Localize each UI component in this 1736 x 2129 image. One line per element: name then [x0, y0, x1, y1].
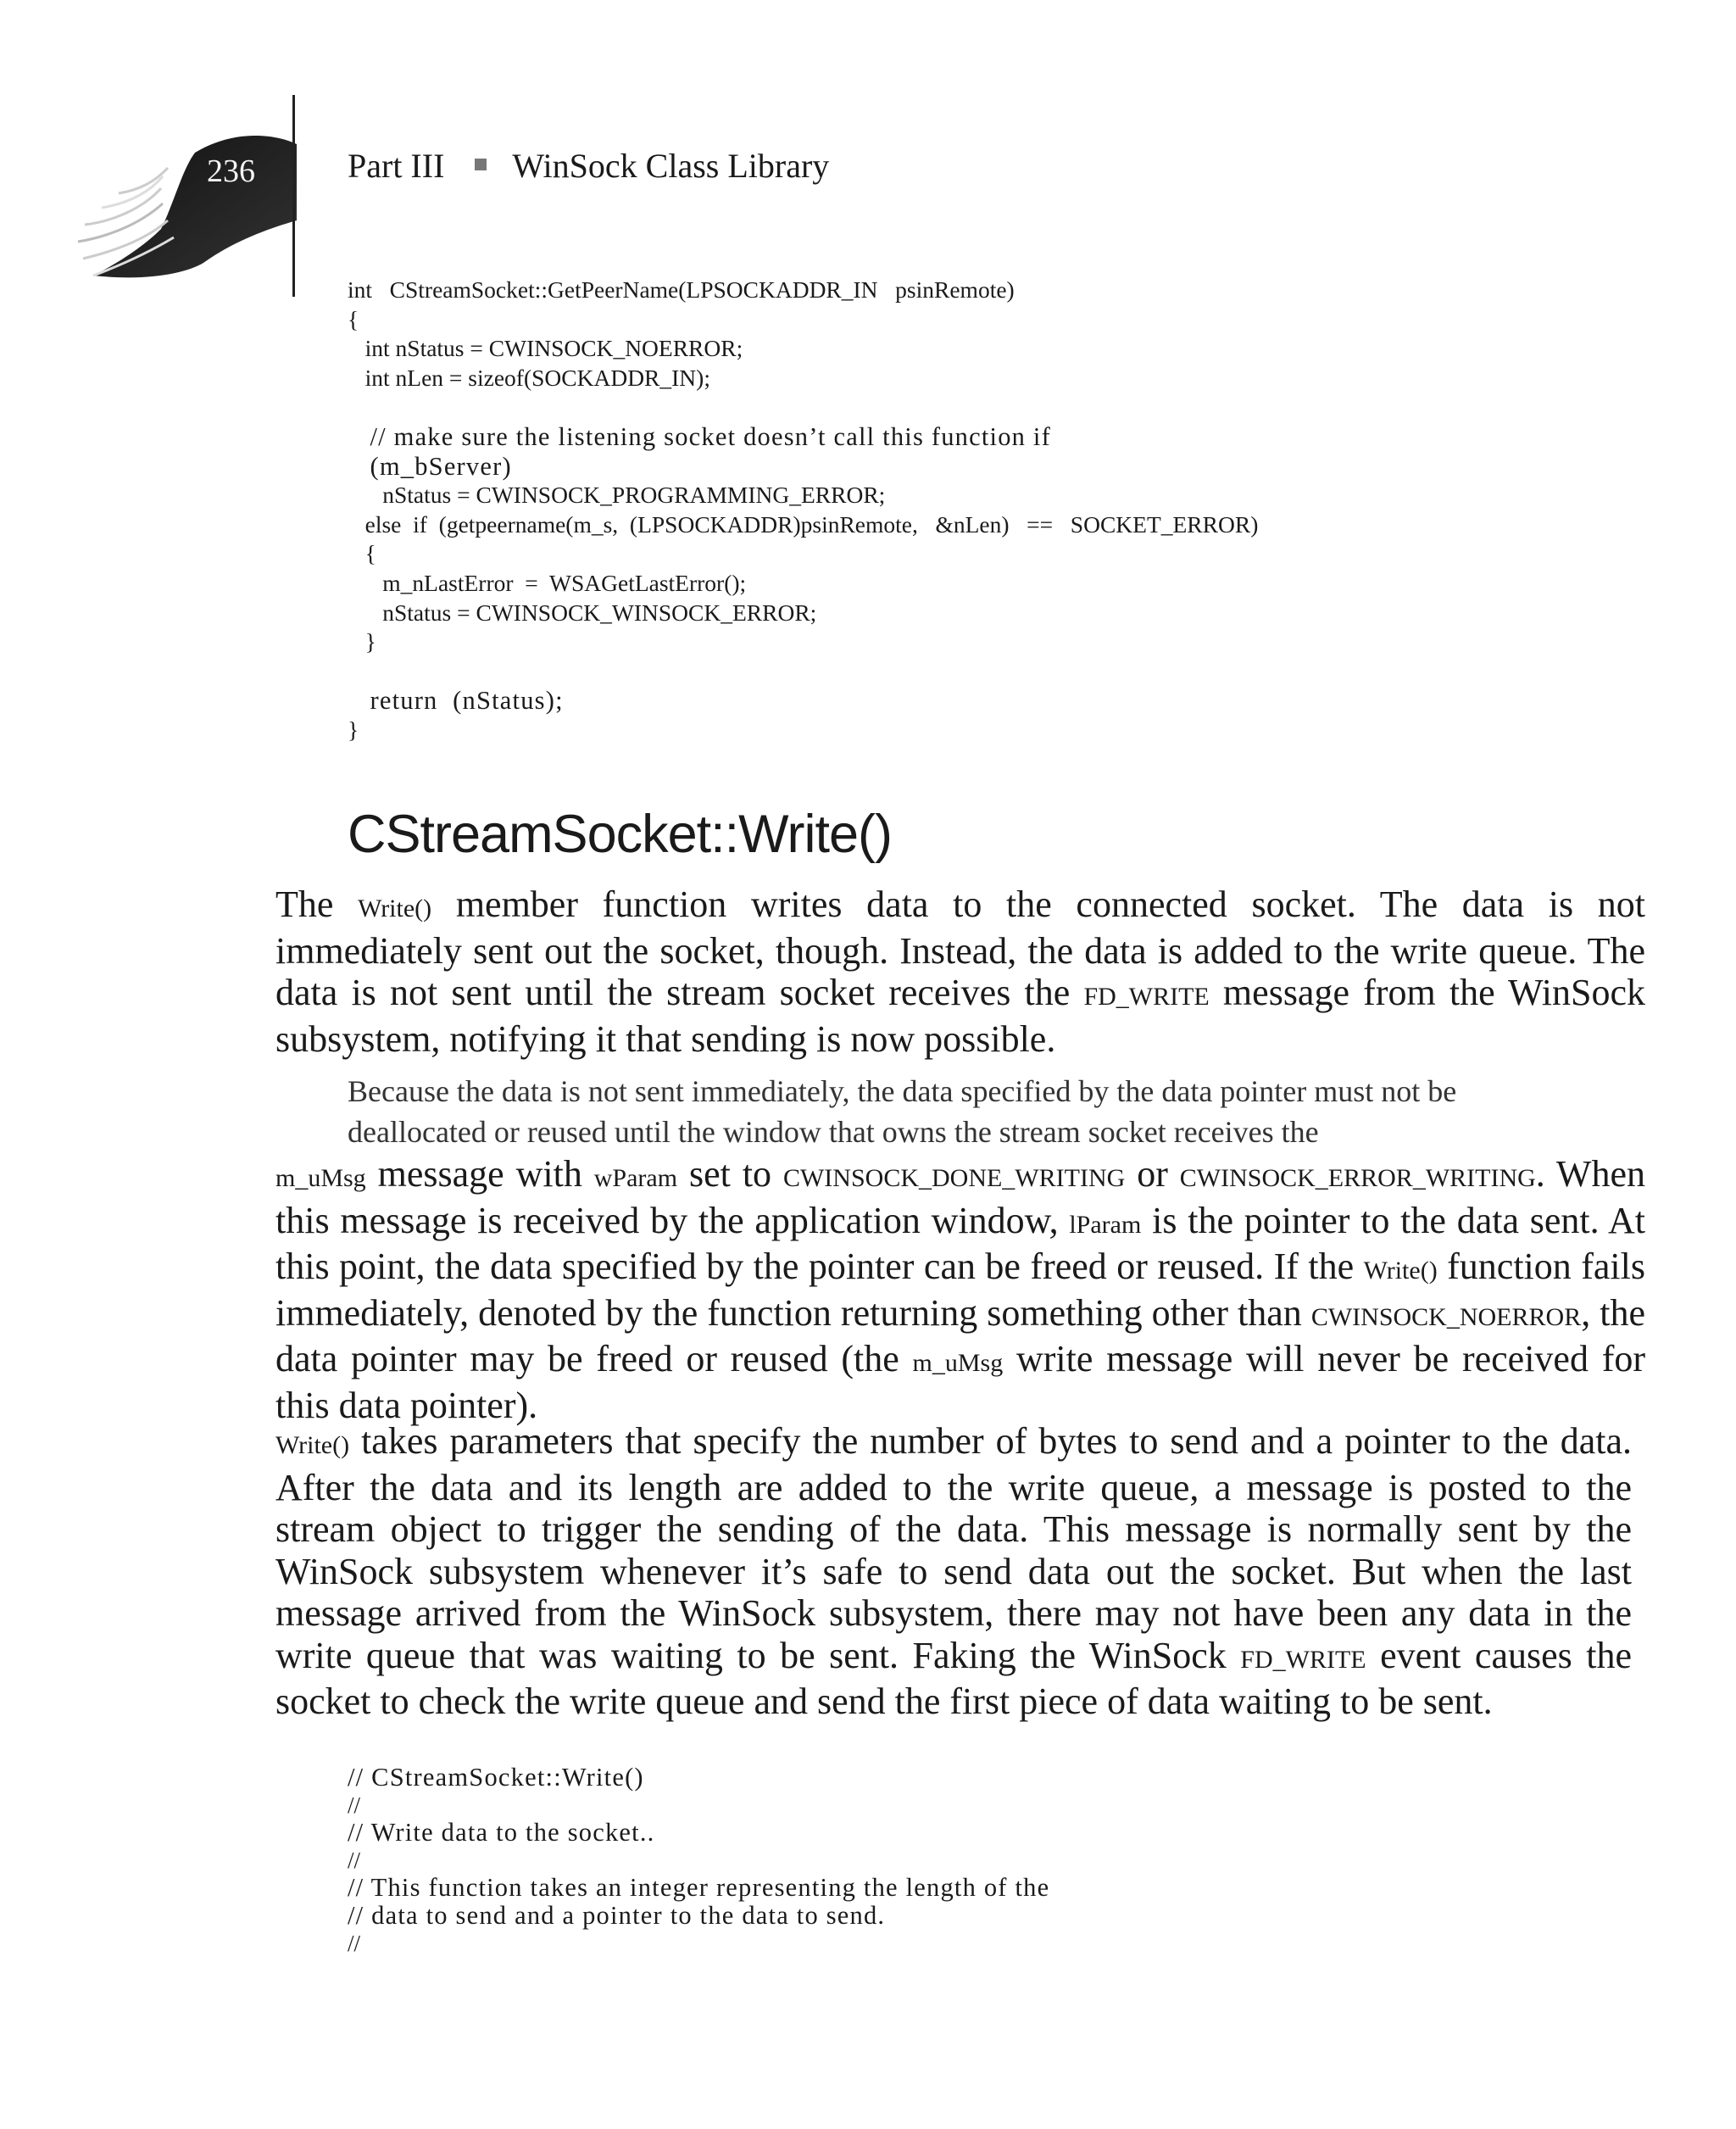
text: The: [275, 883, 359, 925]
code-term: FD_WRITE: [1240, 1645, 1366, 1674]
code-line: (m_bServer): [348, 451, 512, 481]
code-term: lParam: [1069, 1210, 1142, 1239]
code-term: Write(): [275, 1431, 350, 1459]
text: is the pointer to the data sent. At this point, the data specified by the pointer can be freed or reused. If the: [275, 1199, 1645, 1287]
code-term: FD_WRITE: [1083, 983, 1210, 1011]
code-line: // data to send and a pointer to the data to send.: [348, 1900, 886, 1930]
paragraph-note: Because the data is not sent immediately, the data specified by the data pointer must not be deallocated or reused until the window that owns the stream socket receives the: [348, 1074, 1457, 1149]
part-label: Part III: [348, 147, 445, 185]
code-line: }: [348, 628, 376, 655]
text: set to: [677, 1153, 783, 1195]
square-bullet-icon: [475, 159, 487, 170]
code-line: {: [348, 540, 376, 567]
code-line: // Write data to the socket..: [348, 1818, 655, 1848]
code-term: m_uMsg: [912, 1349, 1004, 1377]
paragraph-write-parameters: [275, 1420, 1632, 1723]
code-line: return (nStatus);: [348, 686, 564, 716]
section-heading: CStreamSocket::Write(): [348, 805, 892, 864]
code-line: // CStreamSocket::Write(): [348, 1763, 644, 1792]
header-divider: [292, 95, 295, 297]
code-term: Write(): [358, 895, 432, 922]
code-term: CWINSOCK_ERROR_WRITING: [1179, 1164, 1536, 1192]
text: message from the WinSock subsystem, notifying it that sending is now possible.: [275, 972, 1645, 1060]
code-line: nStatus = CWINSOCK_WINSOCK_ERROR;: [348, 599, 817, 626]
code-line: {: [348, 305, 359, 332]
text: member function writes data to the connected socket. The data is not immediately sent out the socket, though. Instead, the data is added to the write queue. The data is not sent until the stream socket receives the: [275, 883, 1646, 1013]
text: event causes the socket to check the write queue and send the first piece of data waiting to be sent.: [275, 1634, 1633, 1722]
code-line: [348, 657, 1258, 687]
code-term: m_uMsg: [275, 1164, 366, 1192]
code-line: //: [348, 1847, 361, 1873]
code-term: CWINSOCK_NOERROR: [1310, 1302, 1582, 1331]
code-term: wParam: [593, 1164, 678, 1192]
code-term: CWINSOCK_DONE_WRITING: [782, 1164, 1126, 1192]
paragraph-write-message: [275, 1153, 1645, 1426]
code-line: }: [348, 716, 359, 743]
page-badge-graphic: [68, 93, 314, 288]
code-line: int CStreamSocket::GetPeerName(LPSOCKADDR_IN psinRemote): [348, 276, 1015, 303]
text: or: [1125, 1153, 1180, 1195]
code-line: // This function takes an integer representing the length of the: [348, 1873, 1050, 1903]
text: takes parameters that specify the number of bytes to send and a pointer to the data. After the data and its length are added to the write queue, a message is posted to the stream object to trigger the sending of the data. This message is normally sent by the WinSock subsystem whenever it’s safe to send data out the socket. But when the last message arrived from the WinSock subsystem, there may not have been any data in the write queue that was waiting to be sent. Faking the WinSock: [275, 1420, 1632, 1676]
code-line: int nStatus = CWINSOCK_NOERROR;: [348, 335, 743, 362]
code-term: Write(): [1363, 1257, 1438, 1285]
code-line: int nLen = sizeof(SOCKADDR_IN);: [348, 364, 710, 391]
code-block-write-comment: [348, 1764, 1049, 1957]
text: . When this message is received by the application window,: [275, 1153, 1645, 1241]
code-line: //: [348, 1930, 361, 1956]
text: , the data pointer may be freed or reused (the: [275, 1291, 1645, 1379]
chapter-title: WinSock Class Library: [512, 147, 830, 185]
text: write message will never be received for this data pointer).: [275, 1338, 1646, 1426]
text: message with: [365, 1153, 594, 1195]
code-block-get-peer-name: [348, 276, 1258, 745]
code-line: // make sure the listening socket doesn’t call this function if: [348, 421, 1051, 451]
code-line: else if (getpeername(m_s, (LPSOCKADDR)psinRemote, &nLen) == SOCKET_ERROR): [348, 510, 1259, 538]
code-line: nStatus = CWINSOCK_PROGRAMMING_ERROR;: [348, 482, 886, 509]
code-line: [348, 393, 1258, 422]
paragraph-write-intro: [275, 883, 1645, 1060]
code-line: //: [348, 1792, 361, 1818]
running-head: [348, 146, 829, 186]
page-number: 236: [207, 153, 255, 189]
text: function fails immediately, denoted by the function returning something other than: [275, 1246, 1645, 1334]
code-line: m_nLastError = WSAGetLastError();: [348, 569, 747, 596]
